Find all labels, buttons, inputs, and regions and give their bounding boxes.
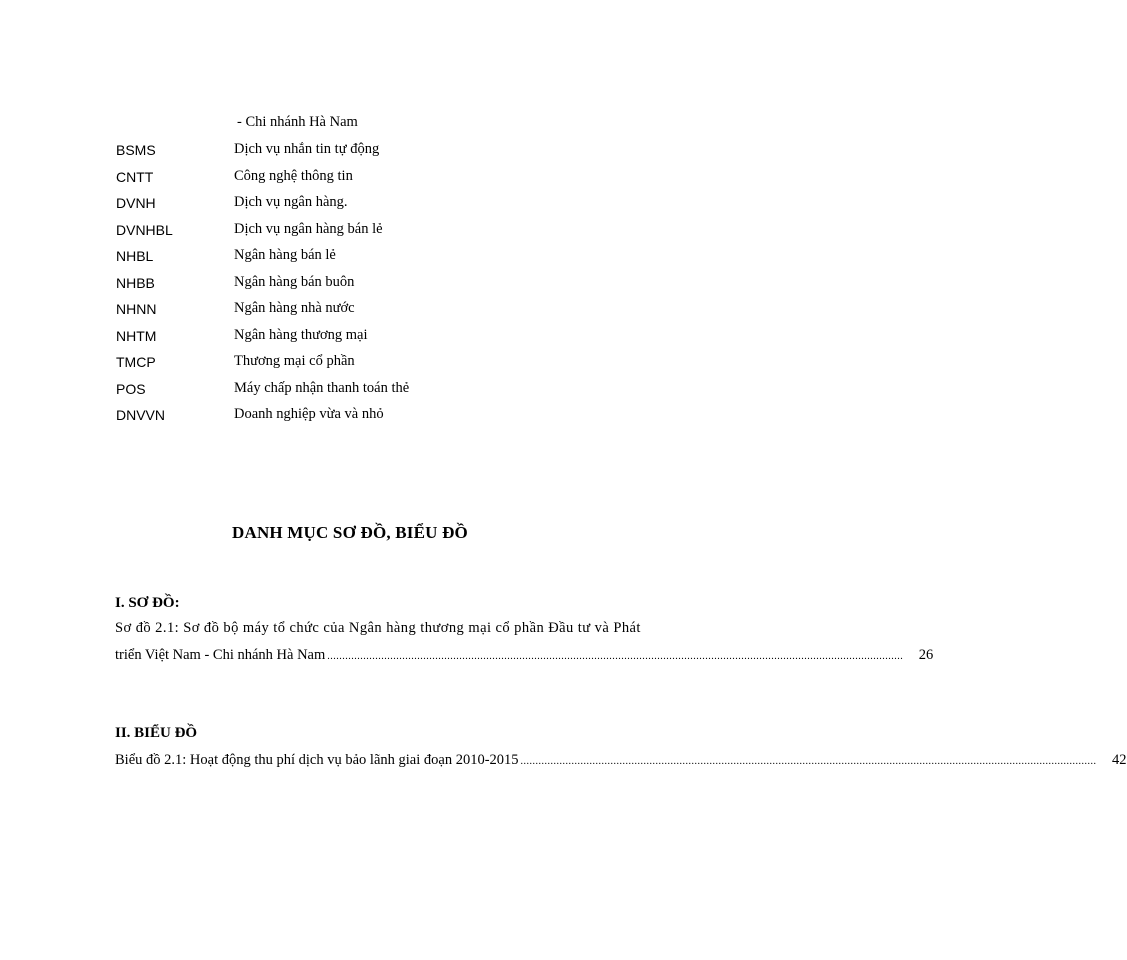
abbreviation-code: DNVVN	[116, 407, 166, 423]
abbreviation-row	[116, 221, 536, 248]
toc-entry-chart[interactable]	[115, 747, 1127, 775]
abbreviation-row	[116, 300, 536, 327]
toc-page-number: 42	[1112, 752, 1127, 768]
abbreviation-code: DVNHBL	[116, 221, 173, 238]
list-title: DANH MỤC SƠ ĐỒ, BIỂU ĐỒ	[231, 523, 468, 542]
toc-page-number: 26	[918, 647, 934, 663]
abbreviation-meaning: Dịch vụ ngân hàng bán lẻ	[234, 220, 383, 237]
abbreviation-row	[116, 327, 536, 354]
abbreviation-row	[116, 168, 536, 195]
abbreviation-code: CNTT	[116, 168, 154, 185]
abbreviation-code: BSMS	[116, 142, 156, 158]
abbreviation-meaning: Thương mại cổ phần	[234, 353, 355, 369]
abbreviation-row	[116, 247, 536, 274]
abbreviation-meaning: Máy chấp nhận thanh toán thẻ	[234, 379, 410, 396]
section-heading-charts: II. BIỂU ĐỒ	[115, 725, 198, 741]
dot-leader: ................................................................................................................................................................................................	[327, 651, 904, 662]
toc-entry-text: triển Việt Nam - Chi nhánh Hà Nam	[115, 647, 326, 663]
abbreviation-list	[116, 141, 536, 433]
abbreviation-meaning: Ngân hàng thương mại	[234, 326, 368, 343]
abbreviation-meaning: Ngân hàng bán buôn	[234, 273, 355, 290]
abbreviation-continuation: - Chi nhánh Hà Nam	[237, 114, 358, 130]
abbreviation-row	[116, 406, 536, 433]
toc-entry-diagram[interactable]	[115, 615, 934, 670]
abbreviation-code: POS	[116, 380, 146, 397]
abbreviation-meaning: Ngân hàng nhà nước	[234, 300, 355, 316]
toc-entry-line	[115, 747, 1127, 775]
abbreviation-code: NHTM	[116, 327, 157, 344]
abbreviation-meaning: Ngân hàng bán lẻ	[234, 247, 336, 263]
abbreviation-meaning: Công nghệ thông tin	[234, 167, 353, 184]
abbreviation-row	[116, 353, 536, 380]
abbreviation-row	[116, 380, 536, 407]
toc-entry-line	[115, 642, 934, 670]
toc-entry-text: Sơ đồ 2.1: Sơ đồ bộ máy tổ chức của Ngân hàng thương mại cổ phần Đầu tư và Phát	[115, 620, 641, 636]
dot-leader: ................................................................................................................................................................................................	[520, 756, 1097, 767]
abbreviation-meaning: Dịch vụ ngân hàng.	[234, 194, 348, 210]
abbreviation-meaning: Dịch vụ nhắn tin tự động	[234, 141, 380, 157]
section-heading-diagrams: I. SƠ ĐỒ:	[115, 595, 180, 611]
abbreviation-meaning: Doanh nghiệp vừa và nhỏ	[234, 406, 384, 422]
abbreviation-code: DVNH	[116, 195, 156, 211]
abbreviation-code: NHBB	[116, 274, 155, 291]
abbreviation-row	[116, 141, 536, 168]
abbreviation-code: TMCP	[116, 354, 156, 370]
abbreviation-code: NHNN	[116, 301, 157, 317]
toc-entry-text: Biểu đồ 2.1: Hoạt động thu phí dịch vụ bảo lãnh giai đoạn 2010-2015	[115, 752, 519, 768]
abbreviation-code: NHBL	[116, 248, 154, 264]
abbreviation-row	[116, 274, 536, 301]
toc-entry-line	[115, 615, 641, 642]
abbreviation-row	[116, 194, 536, 221]
